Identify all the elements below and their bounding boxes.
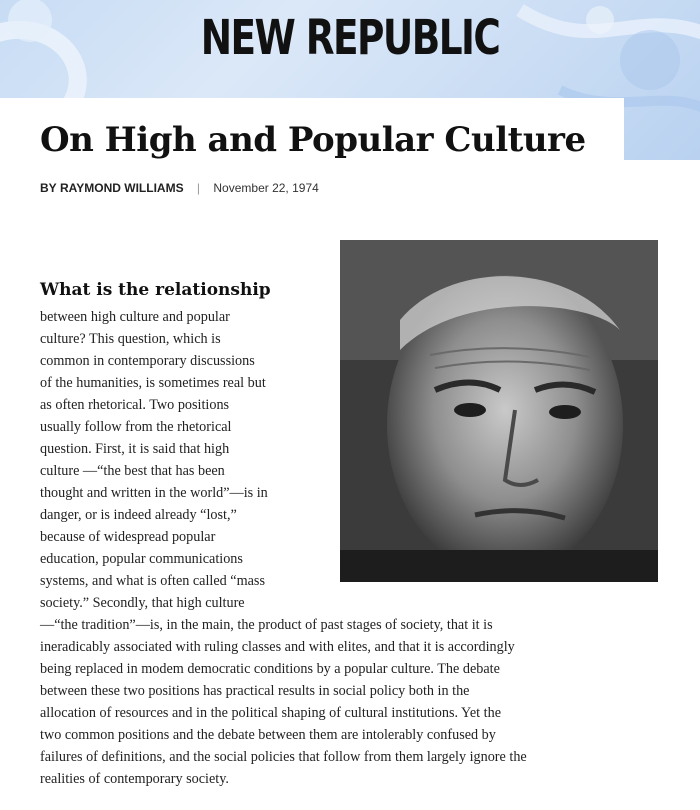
- body-line: question. First, it is said that high: [40, 441, 230, 457]
- byline-prefix: BY: [40, 181, 57, 195]
- body-line: education, popular communications: [40, 551, 243, 567]
- author-link[interactable]: RAYMOND WILLIAMS: [60, 181, 184, 195]
- body-line: systems, and what is often called “mass: [40, 573, 265, 589]
- body-line: two common positions and the debate between them are intolerably confused by: [40, 727, 496, 743]
- body-line: common in contemporary discussions: [40, 353, 255, 369]
- publish-date: November 22, 1974: [213, 181, 319, 195]
- body-line: ineradicably associated with ruling classes and with elites, and that it is accordingly: [40, 639, 515, 655]
- body-line: allocation of resources and in the political shaping of cultural institutions. Yet the: [40, 705, 502, 721]
- body-line: as often rhetorical. Two positions: [40, 397, 230, 413]
- body-line: usually follow from the rhetorical: [40, 419, 232, 435]
- byline: [40, 181, 319, 195]
- body-line: between high culture and popular: [40, 309, 230, 325]
- body-line: society.” Secondly, that high culture: [40, 595, 245, 611]
- body-line: of the humanities, is sometimes real but: [40, 375, 266, 391]
- body-line: realities of contemporary society.: [40, 771, 229, 787]
- body-line: culture —“the best that has been: [40, 463, 225, 479]
- body-line: —“the tradition”—is, in the main, the product of past stages of society, that it is: [40, 617, 493, 633]
- article-title: On High and Popular Culture: [40, 120, 586, 160]
- body-line: between these two positions has practical results in social policy both in the: [40, 683, 470, 699]
- body-line: being replaced in modem democratic conditions by a popular culture. The debate: [40, 661, 500, 677]
- site-logo[interactable]: NEW REPUBLIC: [200, 10, 500, 66]
- byline-separator: |: [196, 181, 201, 195]
- article-body: [40, 306, 660, 790]
- body-line: thought and written in the world”—is in: [40, 485, 268, 501]
- body-line: danger, or is indeed already “lost,”: [40, 507, 237, 523]
- lead-in-heading: What is the relationship: [40, 280, 271, 300]
- body-line: failures of definitions, and the social policies that follow from them largely ignore the: [40, 749, 527, 765]
- body-line: because of widespread popular: [40, 529, 216, 545]
- body-line: culture? This question, which is: [40, 331, 221, 347]
